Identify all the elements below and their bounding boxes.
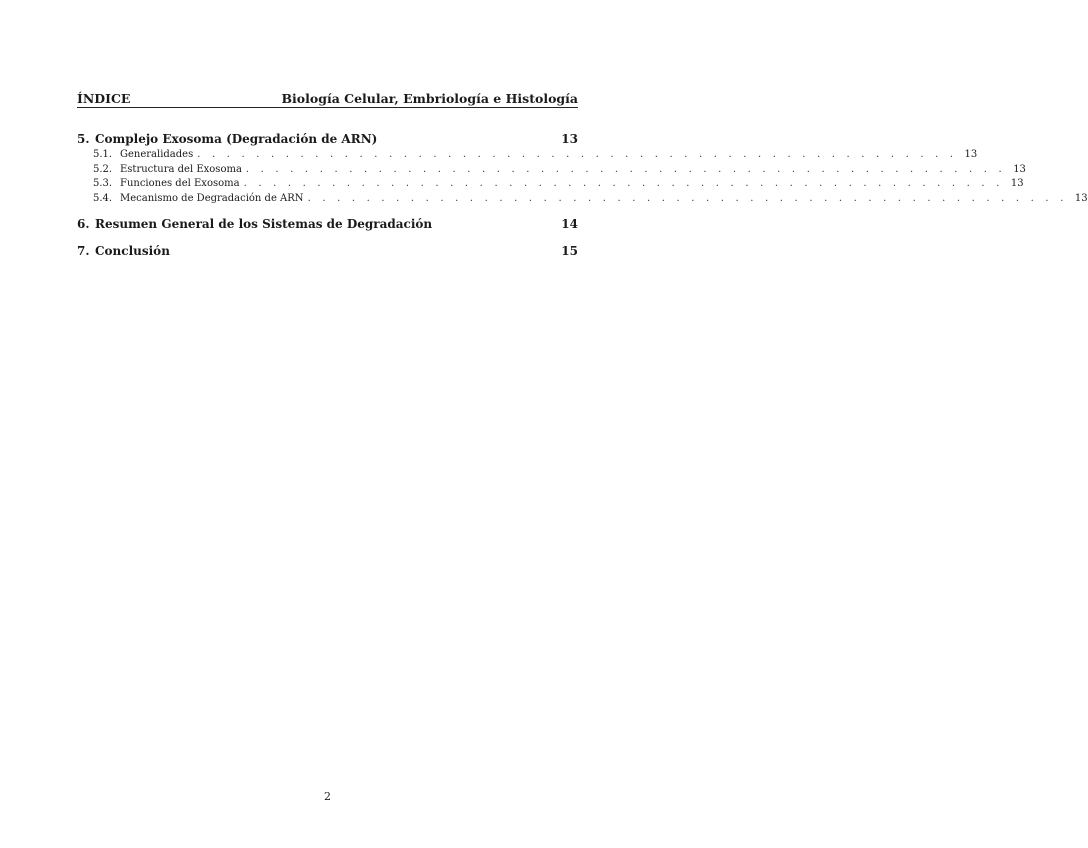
toc-subsection-number: 5.1.: [93, 149, 113, 160]
toc-section-page: 15: [561, 244, 578, 258]
header-right-title: Biología Celular, Embriología e Histología: [281, 91, 578, 106]
toc-section-page: 14: [561, 217, 578, 231]
toc-leader-dots: . . . . . . . . . . . . . . . . . . . . . . . . . . . . . . . . . . . . . . . . . . . . . . . . . . . .: [197, 149, 958, 160]
toc-subsection-title: Estructura del Exosoma: [120, 163, 242, 175]
page-number: 2: [324, 790, 331, 803]
toc-subsection-title: Funciones del Exosoma: [120, 178, 240, 189]
spacer: [77, 233, 578, 242]
toc-section-number: 6.: [77, 217, 90, 231]
toc-section-title: Resumen General de los Sistemas de Degradación: [95, 217, 433, 231]
toc-subsection-page: 13: [964, 149, 978, 160]
toc-section-page: 13: [561, 132, 578, 146]
running-header: [77, 88, 578, 108]
toc-section-number: 5.: [77, 132, 90, 146]
toc-section-number: 7.: [77, 244, 90, 258]
toc-subsection-page: 13: [1010, 178, 1024, 189]
toc-subsection-5-4[interactable]: [77, 192, 1088, 207]
toc-subsection-title: Generalidades: [120, 149, 194, 160]
spacer: [77, 206, 578, 215]
header-left-title: ÍNDICE: [77, 91, 131, 106]
toc-section-title: Complejo Exosoma (Degradación de ARN): [95, 132, 378, 146]
toc-leader-dots: . . . . . . . . . . . . . . . . . . . . . . . . . . . . . . . . . . . . . . . . . . . . . . . . . . . .: [245, 163, 1006, 175]
table-of-contents: [77, 130, 1088, 260]
toc-section-6[interactable]: [77, 215, 578, 233]
toc-section-7[interactable]: [77, 242, 578, 260]
toc-section-5[interactable]: [77, 130, 578, 148]
toc-subsection-5-1[interactable]: [77, 148, 978, 163]
toc-leader-dots: . . . . . . . . . . . . . . . . . . . . . . . . . . . . . . . . . . . . . . . . . . . . . . . . . . . .: [307, 192, 1068, 204]
toc-subsection-title: Mecanismo de Degradación de ARN: [120, 192, 304, 204]
toc-section-title: Conclusión: [95, 244, 170, 258]
toc-subsection-5-3[interactable]: [77, 177, 1024, 192]
toc-subsection-number: 5.3.: [93, 178, 113, 189]
toc-subsection-5-2[interactable]: [77, 163, 1026, 178]
toc-subsection-page: 13: [1013, 163, 1026, 175]
toc-subsection-number: 5.2.: [93, 163, 113, 175]
toc-leader-dots: . . . . . . . . . . . . . . . . . . . . . . . . . . . . . . . . . . . . . . . . . . . . . . . . . . . .: [243, 178, 1004, 189]
toc-subsection-page: 13: [1074, 192, 1088, 204]
toc-subsection-number: 5.4.: [93, 192, 113, 204]
